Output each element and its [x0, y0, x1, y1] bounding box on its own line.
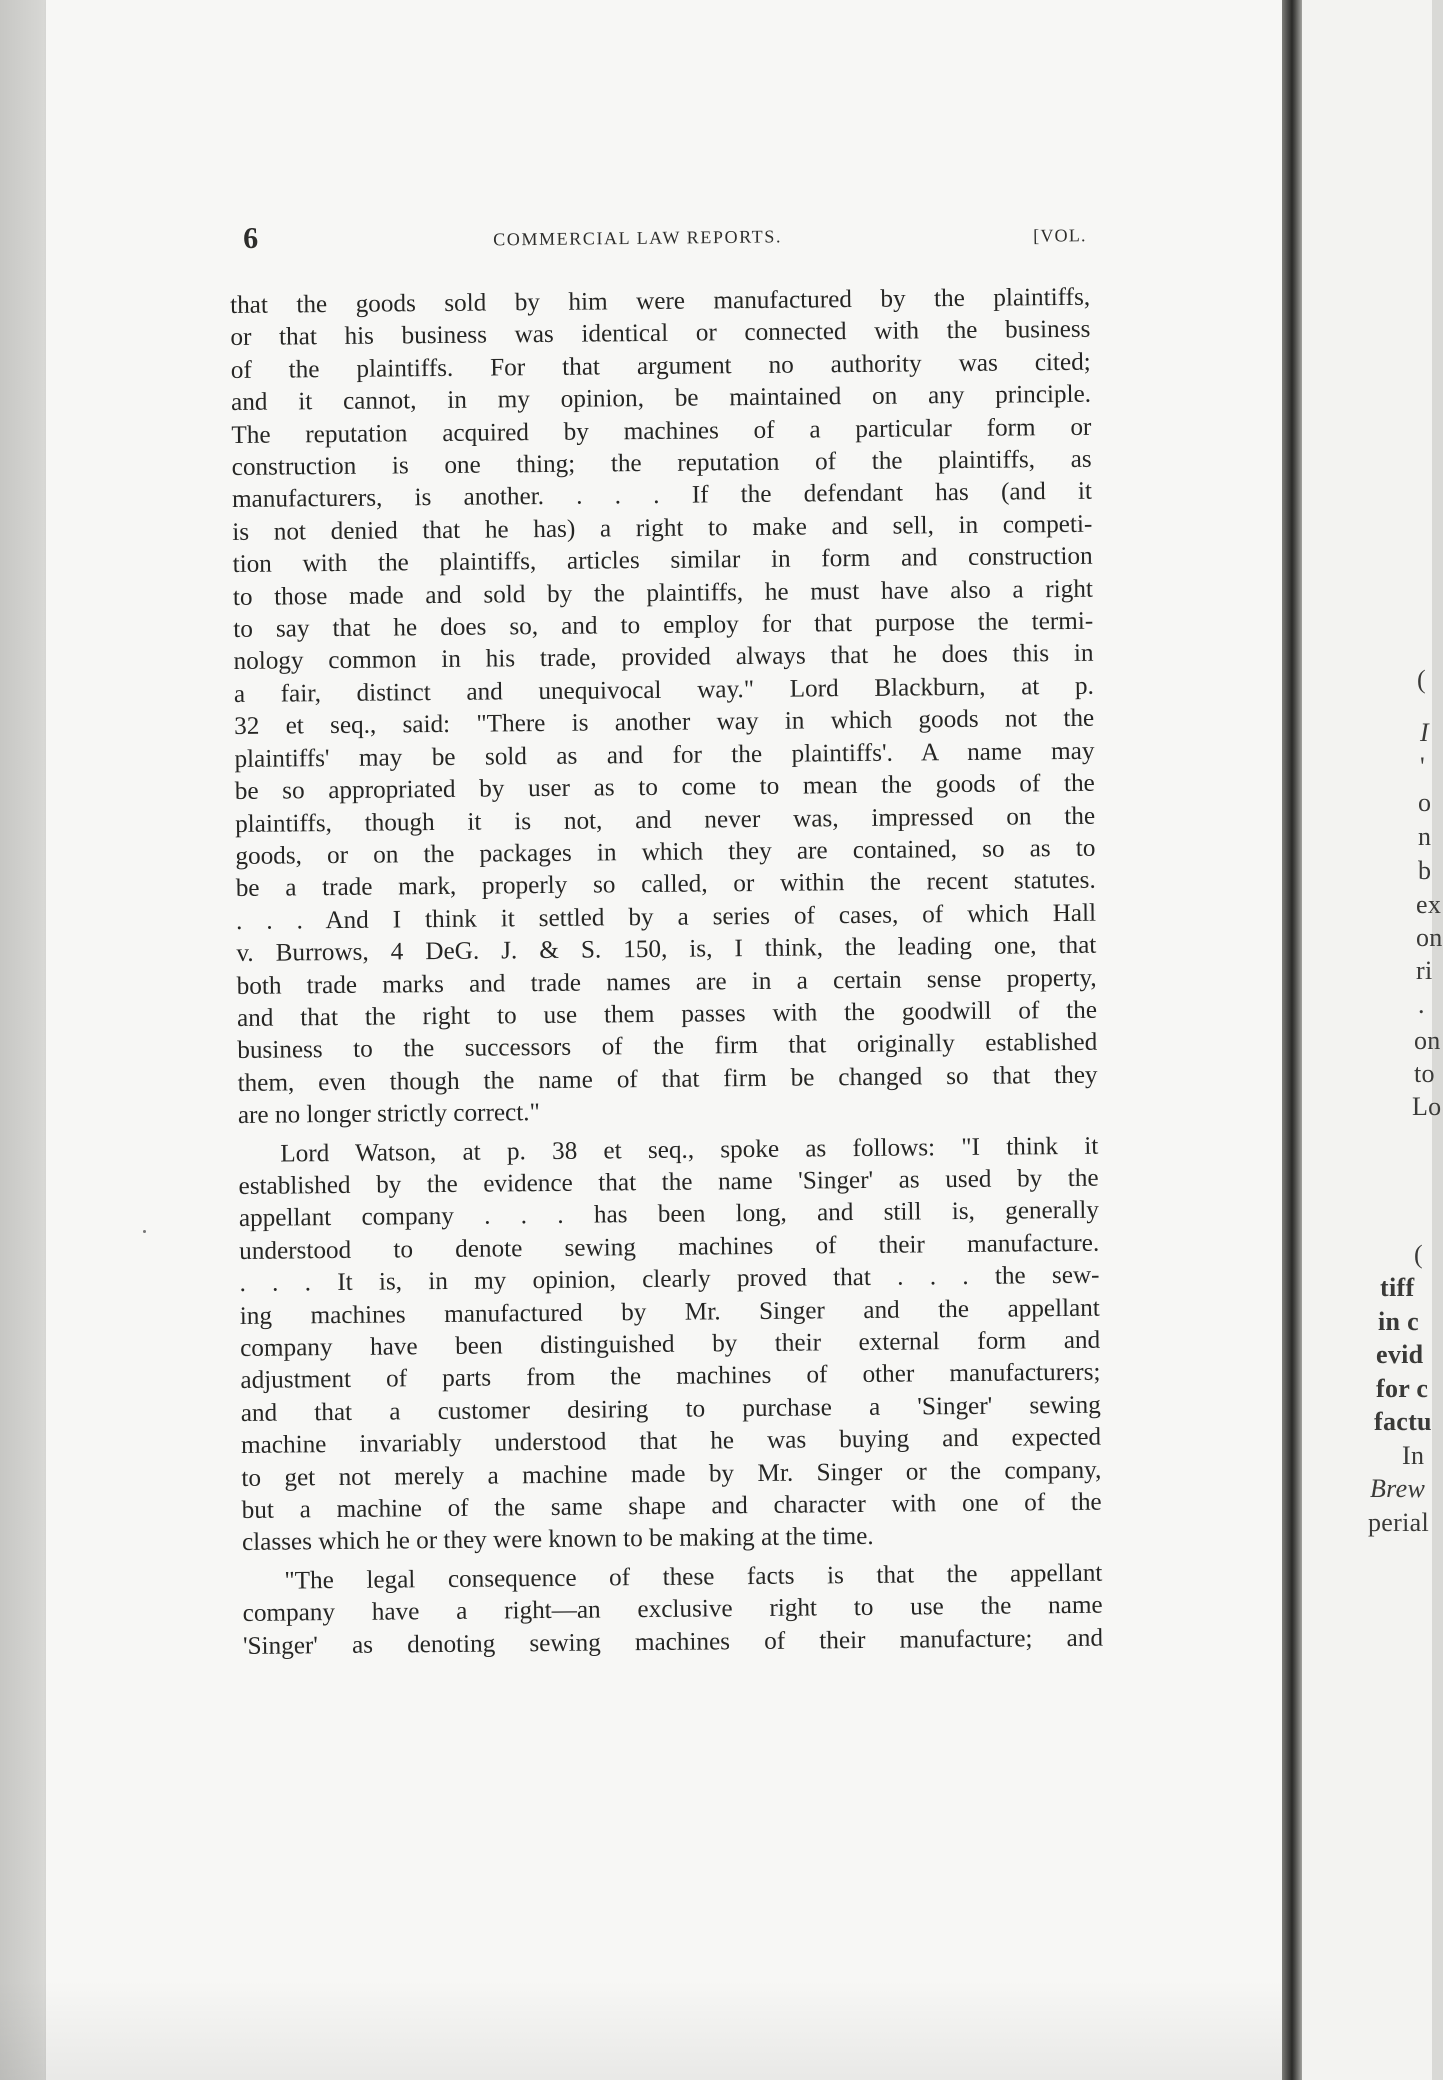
scan-speck — [143, 1230, 146, 1233]
text-line: . . . And I think it settled by a series of cases, of which Hall — [235, 899, 1097, 935]
text-line: Lord Watson, at p. 38 et seq., spoke as follows: "I think it — [280, 1132, 1099, 1168]
page-number: 6 — [243, 221, 259, 255]
volume-marker: [VOL. — [1033, 225, 1087, 246]
text-line: and it cannot, in my opinion, be maintained on any principle. — [230, 380, 1092, 417]
adjacent-page — [1302, 0, 1443, 2080]
text-line: 32 et seq., said: "There is another way in which goods not the — [234, 705, 1095, 741]
text-line: business to the successors of the firm that originally established — [237, 1029, 1098, 1065]
adjacent-page-fragment: Brew — [1370, 1474, 1426, 1503]
adjacent-page-fragment: on — [1414, 1026, 1441, 1055]
text-line: established by the evidence that the name 'Singer' as used by the — [238, 1164, 1099, 1200]
body-text — [230, 282, 1103, 1669]
text-line: that the goods sold by him were manufactured by the plaintiffs, — [230, 283, 1091, 319]
book-gutter — [1282, 0, 1304, 2080]
adjacent-page-fragment: o — [1418, 788, 1432, 817]
adjacent-page-fragment: to — [1414, 1059, 1435, 1088]
adjacent-page-fragment: In — [1402, 1441, 1425, 1470]
adjacent-page-fragment: . — [1418, 990, 1425, 1019]
paragraph — [230, 282, 1098, 1133]
text-line: but a machine of the same shape and character with one of the — [241, 1488, 1102, 1524]
text-line: be a trade mark, properly so called, or within the recent statutes. — [235, 867, 1096, 903]
text-line: adjustment of parts from the machines of other manufacturers; — [240, 1359, 1101, 1395]
text-line: construction is one thing; the reputation of the plaintiffs, as — [231, 445, 1092, 482]
running-title: COMMERCIAL LAW REPORTS. — [493, 226, 783, 250]
text-line: tion with the plaintiffs, articles similar in form and construction — [232, 542, 1093, 579]
adjacent-page-fragment: ( — [1417, 665, 1426, 694]
text-line: appellant company . . . has been long, and still is, generally — [238, 1197, 1100, 1233]
text-line: machine invariably understood that he was buying and expected — [240, 1423, 1102, 1460]
adjacent-page-fragment: ( — [1414, 1240, 1423, 1269]
text-line: understood to denote sewing machines of their manufacture. — [239, 1229, 1100, 1265]
text-line: to get not merely a machine made by Mr. Singer or the company, — [241, 1456, 1102, 1492]
adjacent-page-fragment: on — [1416, 923, 1443, 952]
scan-shadow — [0, 1980, 1282, 2080]
text-line: of the plaintiffs. For that argument no authority was cited; — [230, 348, 1091, 384]
adjacent-page-fragment: ri — [1416, 956, 1433, 985]
text-line: v. Burrows, 4 DeG. J. & S. 150, is, I think, the leading one, that — [236, 931, 1097, 968]
text-line: company have a right—an exclusive right to use the name — [242, 1591, 1103, 1628]
text-line: be so appropriated by user as to come to mean the goods of the — [234, 769, 1095, 806]
adjacent-page-fragment: in c — [1378, 1307, 1419, 1336]
text-line: manufacturers, is another. . . . If the defendant has (and it — [231, 478, 1093, 514]
text-line: plaintiffs' may be sold as and for the plaintiffs'. A name may — [234, 737, 1095, 773]
text-line: to those made and sold by the plaintiffs, he must have also a right — [232, 575, 1094, 611]
adjacent-page-fragment: factu — [1374, 1407, 1432, 1436]
adjacent-page-fragment: n — [1418, 822, 1432, 851]
text-line: and that a customer desiring to purchase a 'Singer' sewing — [240, 1391, 1101, 1427]
text-line: The reputation acquired by machines of a particular form or — [231, 413, 1092, 449]
text-line: 'Singer' as denoting sewing machines of their manufacture; and — [242, 1624, 1104, 1660]
text-line: to say that he does so, and to employ for that purpose the termi- — [233, 607, 1094, 644]
text-line: "The legal consequence of these facts is that the appellant — [284, 1559, 1103, 1595]
adjacent-page-fragment: b — [1418, 856, 1432, 885]
adjacent-page-fragment: ' — [1420, 752, 1425, 781]
adjacent-page-fragment: perial — [1368, 1508, 1429, 1537]
adjacent-page-fragment: I — [1420, 718, 1429, 747]
text-line: and that the right to use them passes with the goodwill of the — [236, 996, 1098, 1032]
text-line: ing machines manufactured by Mr. Singer and the appellant — [239, 1294, 1100, 1330]
adjacent-page-fragment: ex — [1416, 890, 1442, 919]
text-line: plaintiffs, though it is not, and never was, impressed on the — [234, 802, 1096, 838]
adjacent-page-fragment: for c — [1376, 1374, 1429, 1403]
text-line: is not denied that he has) a right to make and sell, in competi- — [232, 510, 1093, 546]
paragraph — [238, 1130, 1102, 1560]
adjacent-page-fragment: evid — [1376, 1340, 1424, 1369]
text-line: company have been distinguished by their external form and — [240, 1326, 1101, 1362]
text-line: . . . It is, in my opinion, clearly proved that . . . the sew- — [239, 1261, 1100, 1298]
text-line: classes which he or they were known to be making at the time. — [241, 1523, 874, 1557]
text-line: a fair, distinct and unequivocal way." Lord Blackburn, at p. — [233, 672, 1094, 708]
adjacent-page-fragment: tiff — [1380, 1273, 1415, 1302]
paragraph — [242, 1558, 1103, 1663]
text-line: both trade marks and trade names are in a certain sense property, — [236, 964, 1097, 1000]
text-line: goods, or on the packages in which they are contained, so as to — [235, 834, 1096, 870]
text-line: are no longer strictly correct." — [237, 1099, 540, 1130]
adjacent-page-fragment: Lo — [1412, 1092, 1442, 1121]
text-line: or that his business was identical or connected with the business — [230, 316, 1091, 352]
text-line: them, even though the name of that firm be changed so that they — [237, 1061, 1098, 1097]
text-line: nology common in his trade, provided always that he does this in — [233, 640, 1094, 676]
